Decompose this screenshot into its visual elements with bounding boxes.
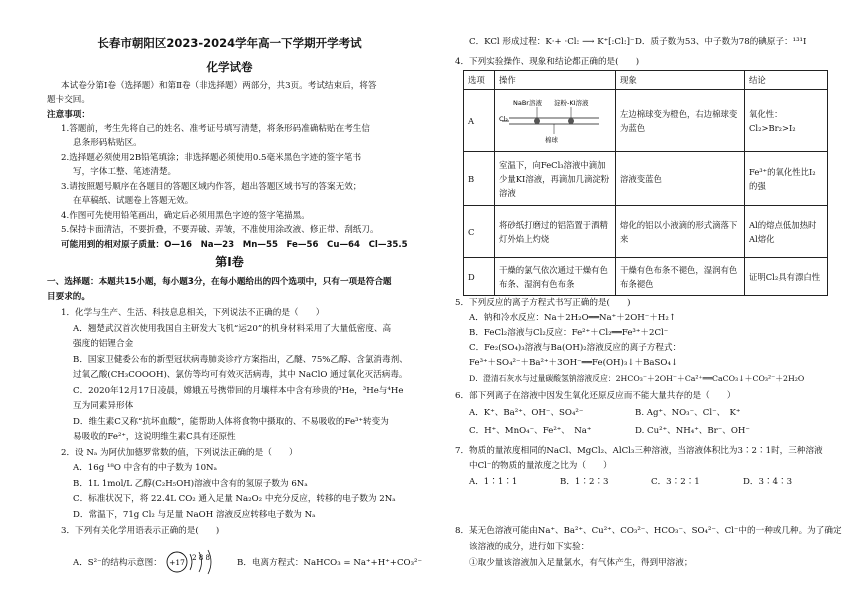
phenomenon-cell: 溶液变蓝色 (616, 152, 745, 206)
q3-option-c: C．KCl 形成过程：K·+ ·Cl: ⟶ K⁺[:Cl:]⁻ (469, 37, 635, 47)
option-cell: B (464, 152, 495, 206)
operation-cell: 室温下，向FeCl₃溶液中滴加少量KI溶液，再滴加几滴淀粉溶液 (495, 152, 616, 206)
q5-option-a: A．钠和冷水反应：Na＋2H₂O══Na⁺＋2OH⁻＋H₂↑ (469, 313, 677, 323)
q1-option-d: 易吸收的Fe²⁺，这说明维生素C具有还原性 (73, 432, 236, 442)
conclusion-cell: Al的熔点低加热时Al熔化 (745, 206, 828, 258)
question-8-cont: 该溶液的成分，进行如下实验： (469, 542, 590, 552)
notice-item: 写，字体工整、笔迹清楚。 (73, 167, 177, 177)
phenomenon-cell: 熔化的铝以小液滴的形式滴落下来 (616, 206, 745, 258)
shell-electrons: 2 8 8 (192, 554, 210, 562)
q3-option-d: D．质子数为53、中子数为78的碘原子：¹³¹I (635, 37, 807, 47)
label-starch-ki: 淀粉-KI溶液 (554, 98, 589, 107)
q2-option-c: C．标准状况下，将 22.4L CO₂ 通入足量 Na₂O₂ 中充分反应，转移的电子数为 2Nₐ (73, 494, 396, 504)
q2-option-b: B．1L 1mol/L 乙醇(C₂H₅OH)溶液中含有的氢原子数为 6Nₐ (73, 479, 308, 489)
phenomenon-cell: 左边棉球变为橙色，右边棉球变为蓝色 (616, 90, 745, 152)
exam-title: 长春市朝阳区2023-2024学年高一下学期开学考试 (97, 36, 362, 50)
table-header-row (464, 71, 828, 90)
sulfide-ion-diagram (163, 547, 225, 577)
q2-option-d: D．常温下，71g Cl₂ 与足量 NaOH 溶液反应转移电子数为 Nₐ (73, 510, 316, 520)
notice-item: 在草稿纸、试题卷上答题无效。 (73, 196, 194, 206)
q2-option-a: A．16g ¹⁸O 中含有的中子数为 10Nₐ (73, 463, 217, 473)
option-cell: A (464, 90, 495, 152)
q5-option-b: B．FeCl₂溶液与Cl₂反应：Fe²⁺＋Cl₂══Fe³⁺＋2Cl⁻ (469, 328, 669, 338)
header-cell: 结论 (745, 71, 828, 90)
table-row (464, 206, 828, 258)
q6-option-b: B. Ag⁺、NO₃⁻、Cl⁻、 K⁺ (635, 408, 741, 418)
question-7: 7．物质的量浓度相同的NaCl、MgCl₂、AlCl₃三种溶液，当溶液体积比为3∶2∶1时，三种溶液 (455, 446, 823, 456)
subject-title: 化学试卷 (206, 60, 253, 74)
notice-item: 3.请按照题号顺序在各题目的答题区域内作答，超出答题区域书写的答案无效； (61, 182, 362, 192)
q3-option-a-label: A．S²⁻的结构示意图： (73, 558, 162, 568)
table-row (464, 90, 828, 152)
atomic-masses: 可能用到的相对原子质量：O—16 Na—23 Mn—55 Fe—56 Cu—64 Cl—35.5 (61, 240, 408, 250)
q1-option-b: 过氧乙酸(CH₃COOOH)、氯仿等均可有效灭活病毒，其中 NaClO 通过氧化灭活病毒。 (73, 370, 408, 380)
q5-option-c: C．Fe₂(SO₄)₃溶液与Ba(OH)₂溶液反应的离子方程式： (469, 343, 682, 353)
conclusion-cell: 氧化性：Cl₂>Br₂>I₂ (745, 90, 828, 152)
q1-option-d: D．维生素C又称“抗坏血酸”，能帮助人体将食物中摄取的、不易吸收的Fe³⁺转变为 (73, 417, 389, 427)
phenomenon-cell: 干燥有色布条不褪色，湿润有色布条褪色 (616, 258, 745, 296)
q7-option-d: D．3∶4∶3 (743, 477, 793, 487)
operation-cell: 干燥的氯气依次通过干燥有色布条、湿润有色布条 (495, 258, 616, 296)
q7-option-b: B．1∶2∶3 (560, 477, 609, 487)
question-7-cont: 中Cl⁻的物质的量浓度之比为（ ） (469, 461, 612, 471)
option-cell: D (464, 258, 495, 296)
header-cell: 操作 (495, 71, 616, 90)
question-1: 1．化学与生产、生活、科技息息相关，下列说法不正确的是（ ） (61, 308, 325, 318)
q1-option-a: 强度的铝锂合金 (73, 339, 134, 349)
volume-heading: 第Ⅰ卷 (215, 255, 244, 269)
intro-line: 题卡交回。 (47, 95, 90, 105)
q6-option-c: C．H⁺、MnO₄⁻、Fe²⁺、 Na⁺ (469, 426, 592, 436)
table-row (464, 258, 828, 296)
notice-heading: 注意事项： (47, 110, 90, 120)
conclusion-cell: 证明Cl₂具有漂白性 (745, 258, 828, 296)
intro-line: 本试卷分第Ⅰ卷（选择题）和第Ⅱ卷（非选择题）两部分，共3页。考试结束后，将答 (61, 81, 377, 91)
question-5: 5．下列反应的离子方程式书写正确的是( ) (455, 298, 631, 308)
label-cl2: Cl₂ (499, 114, 508, 123)
table-row (464, 152, 828, 206)
q1-option-c: 互为同素异形体 (73, 401, 134, 411)
question-2: 2．设 Nₐ 为阿伏加德罗常数的值，下列说法正确的是（ ） (61, 448, 298, 458)
q7-option-a: A．1∶1∶1 (469, 477, 518, 487)
header-cell: 现象 (616, 71, 745, 90)
question-3: 3．下列有关化学用语表示正确的是( ) (61, 526, 220, 536)
notice-item: 1.答题前，考生先将自己的姓名、准考证号填写清楚，将条形码准确粘贴在考生信 (61, 124, 370, 134)
section-heading: 目要求的。 (47, 292, 90, 302)
q1-option-a: A．翘楚武汉首次使用我国自主研发大飞机“运20”的机身材料采用了大量低密度、高 (73, 324, 392, 334)
q1-option-b: B．国家卫健委公布的新型冠状病毒肺炎诊疗方案指出，乙醚、75%乙醇、含氯消毒剂、 (73, 355, 408, 365)
halogen-tube-diagram (499, 96, 603, 146)
nucleus-charge: +17 (169, 558, 185, 567)
conclusion-cell: Fe³⁺的氧化性比I₂的强 (745, 152, 828, 206)
q5-option-c-equation: Fe³⁺＋SO₄²⁻＋Ba²⁺＋3OH⁻══Fe(OH)₃↓＋BaSO₄↓ (469, 358, 679, 368)
question-4: 4．下列实验操作、现象和结论都正确的是( ) (455, 57, 640, 67)
notice-item: 2.选择题必须使用2B铅笔填涂；非选择题必须使用0.5毫米黑色字迹的签字笔书 (61, 153, 362, 163)
question-8: 8．某无色溶液可能由Na⁺、Ba²⁺、Cu²⁺、CO₃²⁻、HCO₃⁻、SO₄²⁻、Cl⁻中的一种或几种。为了确定 (455, 526, 842, 536)
notice-item: 5.保持卡面清洁，不要折叠，不要弄破、弄皱，不准使用涂改液、修正带、刮纸刀。 (61, 225, 379, 235)
q5-option-d: D．澄清石灰水与过量碳酸氢钠溶液反应：2HCO₃⁻＋2OH⁻＋Ca²⁺══CaCO₃↓＋CO₃²⁻＋2H₂O (469, 374, 805, 383)
section-heading: 一、选择题：本题共15小题，每小题3分，在每小题给出的四个选项中，只有一项是符合题 (47, 277, 392, 287)
option-cell: C (464, 206, 495, 258)
q6-option-a: A．K⁺、Ba²⁺、OH⁻、SO₄²⁻ (469, 408, 584, 418)
q7-option-c: C．3∶2∶1 (651, 477, 700, 487)
label-nabr: NaBr溶液 (513, 98, 542, 107)
notice-item: 息条形码粘贴区。 (73, 138, 142, 148)
question-6: 6．部下列离子在溶液中因发生氧化还原反应而不能大量共存的是（ ） (455, 391, 736, 401)
q1-option-c: C．2020年12月17日凌晨，嫦娥五号携带回的月壤样本中含有珍贵的³He，³He与⁴He (73, 386, 404, 396)
cotton-ball (568, 118, 574, 124)
operation-cell: 将砂纸打磨过的铝箔置于酒精灯外焰上灼烧 (495, 206, 616, 258)
operation-diagram-cell (495, 90, 616, 152)
header-cell: 选项 (464, 71, 495, 90)
q8-step-1: ①取少量该溶液加入足量氯水，有气体产生，得到甲溶液； (469, 558, 693, 568)
notice-item: 4.作图可先使用铅笔画出，确定后必须用黑色字迹的签字笔描黑。 (61, 211, 310, 221)
cotton-ball (534, 118, 540, 124)
q3-option-b: B．电离方程式：NaHCO₃ = Na⁺+H⁺+CO₃²⁻ (237, 558, 422, 568)
experiment-table (463, 70, 828, 296)
label-cotton: 棉球 (545, 135, 558, 144)
q6-option-d: D. Cu²⁺、NH₄⁺、Br⁻、OH⁻ (635, 426, 750, 436)
